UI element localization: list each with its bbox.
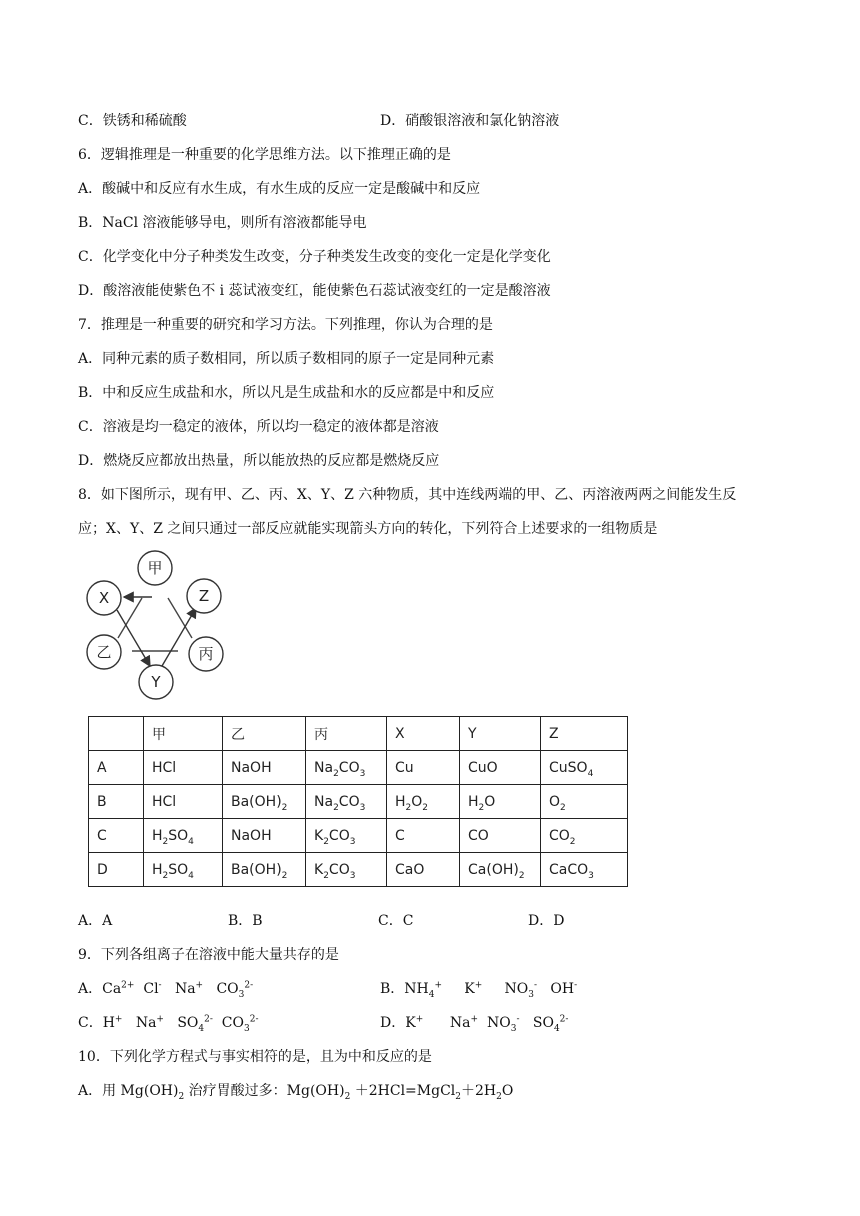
table-cell: $Ba(OH)_2$: [223, 785, 306, 819]
q6-option-c: C．化学变化中分子种类发生改变，分子种类发生改变的变化一定是化学变化: [78, 249, 551, 265]
table-cell: $Ca(OH)_2$: [460, 853, 541, 887]
reaction-diagram: [84, 550, 234, 700]
table-cell: HCl: [144, 785, 223, 819]
q8-option-c: C．C: [378, 913, 414, 929]
table-cell: NaOH: [223, 819, 306, 853]
q8-option-b: B．B: [228, 913, 263, 929]
table-cell: $H_2SO_4$: [144, 819, 223, 853]
table-cell: A: [89, 751, 144, 785]
table-cell: $H_2SO_4$: [144, 853, 223, 887]
q7-stem: 7．推理是一种重要的研究和学习方法。下列推理，你认为合理的是: [78, 317, 493, 333]
q6-option-d: D．酸溶液能使紫色不 i 蕊试液变红，能使紫色石蕊试液变红的一定是酸溶液: [78, 283, 551, 299]
table-cell: Cu: [387, 751, 460, 785]
table-header-cell: Z: [541, 717, 628, 751]
node-y-label: Y: [151, 673, 161, 691]
q8-options-table: [88, 716, 628, 887]
table-header-cell: 乙: [223, 717, 306, 751]
q8-stem-line1: 8．如下图所示，现有甲、乙、丙、X、Y、Z 六种物质，其中连线两端的甲、乙、丙溶液两两之间能发生反: [78, 487, 737, 503]
table-row: [89, 819, 628, 853]
table-cell: $Na_2CO_3$: [306, 785, 387, 819]
table-cell: $CO_2$: [541, 819, 628, 853]
table-cell: $Na_2CO_3$: [306, 751, 387, 785]
table-header-cell: 丙: [306, 717, 387, 751]
arrow-x-to-y: [117, 610, 150, 666]
table-cell: CaO: [387, 853, 460, 887]
q9-option-a: A．$Ca^{2+}$ Cl- Na+ $CO_3^{2-}$: [78, 980, 254, 1000]
table-header-row: [89, 717, 628, 751]
table-header-cell: Y: [460, 717, 541, 751]
q7-option-d: D．燃烧反应都放出热量，所以能放热的反应都是燃烧反应: [78, 453, 440, 469]
node-yi-label: 乙: [96, 643, 112, 661]
q6-option-a: A．酸碱中和反应有水生成，有水生成的反应一定是酸碱中和反应: [78, 181, 481, 197]
q10-stem: 10．下列化学方程式与事实相符的是，且为中和反应的是: [78, 1049, 432, 1065]
table-row: [89, 785, 628, 819]
table-cell: C: [89, 819, 144, 853]
table-header-cell: 甲: [144, 717, 223, 751]
table-cell: $O_2$: [541, 785, 628, 819]
node-x-label: X: [98, 589, 110, 607]
q10-option-a: A．用 $Mg(OH)_2$ 治疗胃酸过多：$Mg(OH)_2$ $+2HCl=MgCl_2+2H_2O$: [78, 1083, 514, 1102]
q8-option-d: D．D: [528, 913, 565, 929]
q7-option-c: C．溶液是均一稳定的液体，所以均一稳定的液体都是溶液: [78, 419, 439, 435]
table-cell: NaOH: [223, 751, 306, 785]
q7-option-a: A．同种元素的质子数相同，所以质子数相同的原子一定是同种元素: [78, 351, 495, 367]
table-cell: CO: [460, 819, 541, 853]
table-cell: $H_2O_2$: [387, 785, 460, 819]
table-header-cell: X: [387, 717, 460, 751]
table-cell: HCl: [144, 751, 223, 785]
table-cell: B: [89, 785, 144, 819]
q8-stem-line2: 应；X、Y、Z 之间只通过一部反应就能实现箭头方向的转化，下列符合上述要求的一组物质是: [78, 521, 658, 537]
table-cell: $K_2CO_3$: [306, 819, 387, 853]
q6-option-b: B．NaCl 溶液能够导电，则所有溶液都能导电: [78, 215, 367, 231]
table-header-cell: [89, 717, 144, 751]
q8-option-a: A．A: [78, 913, 113, 929]
q9-stem: 9．下列各组离子在溶液中能大量共存的是: [78, 947, 339, 963]
table-cell: CuSO$_4$: [541, 751, 628, 785]
node-z-label: Z: [198, 587, 210, 605]
node-jia-label: 甲: [147, 559, 163, 577]
table-row: [89, 751, 628, 785]
table-cell: D: [89, 853, 144, 887]
table-cell: CaCO$_3$: [541, 853, 628, 887]
q9-option-c: C．H+ Na+ $SO_4^{2-}$ $CO_3^{2-}$: [78, 1014, 259, 1034]
table-row: [89, 853, 628, 887]
q5-option-c: C．铁锈和稀硫酸: [78, 113, 187, 129]
table-cell: C: [387, 819, 460, 853]
table-cell: $K_2CO_3$: [306, 853, 387, 887]
q9-option-b: B．$NH_4^+$ K+ $NO_3^-$ OH-: [380, 980, 578, 1000]
node-bing-label: 丙: [198, 645, 214, 663]
q5-option-d: D．硝酸银溶液和氯化钠溶液: [380, 113, 560, 129]
table-cell: $Ba(OH)_2$: [223, 853, 306, 887]
table-cell: CuO: [460, 751, 541, 785]
q6-stem: 6．逻辑推理是一种重要的化学思维方法。以下推理正确的是: [78, 147, 451, 163]
q7-option-b: B．中和反应生成盐和水，所以凡是生成盐和水的反应都是中和反应: [78, 385, 495, 401]
table-cell: $H_2O$: [460, 785, 541, 819]
q9-option-d: D．K+ Na+ $NO_3^-$ $SO_4^{2-}$: [380, 1014, 569, 1034]
